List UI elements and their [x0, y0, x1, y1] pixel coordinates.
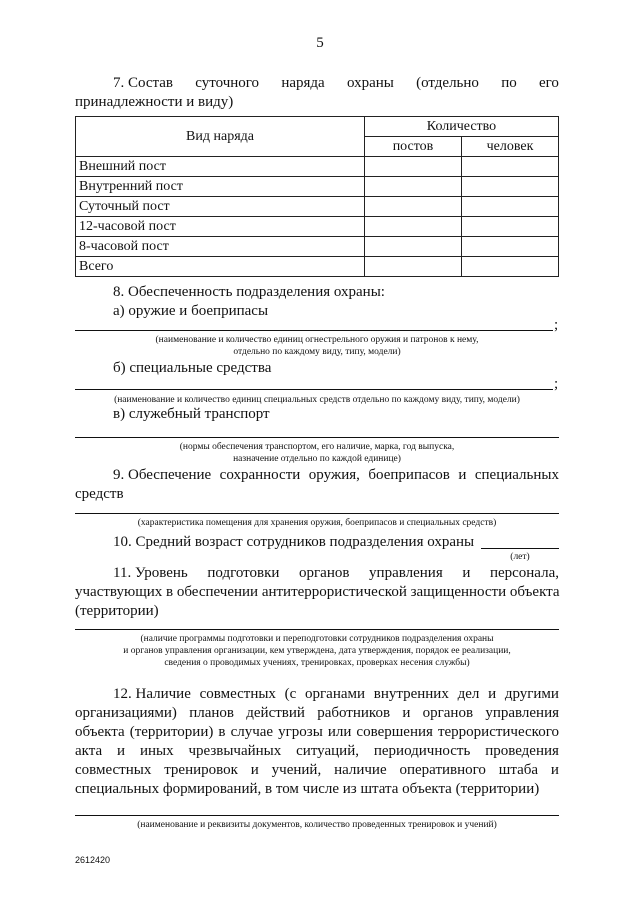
posts-cell[interactable]	[365, 237, 462, 257]
section-10-text: 10. Средний возраст сотрудников подразделения охраны	[113, 534, 475, 550]
caption-transport-2: назначение отдельно по каждой единице)	[233, 454, 401, 464]
caption-training-3: сведения о проводимых учениях, тренировках, проверках несения службы)	[164, 658, 470, 668]
word: совместных	[199, 686, 276, 702]
section-12-line-2	[75, 704, 559, 723]
row-label: Суточный пост	[76, 197, 365, 217]
word: и	[402, 705, 411, 721]
section-7-heading	[113, 74, 559, 93]
word: и	[488, 686, 497, 702]
section-11-line-3: (территории)	[75, 603, 159, 619]
word: 9. Обеспечение	[113, 467, 212, 483]
word: штаба	[498, 762, 539, 778]
word: в	[218, 724, 226, 740]
word: планов	[189, 705, 234, 721]
caption-years: (лет)	[510, 552, 530, 562]
posts-cell[interactable]	[365, 157, 462, 177]
word: и	[550, 762, 559, 778]
word: и	[462, 565, 471, 581]
caption-joint-plans: (наименование и реквизиты документов, количество проведенных тренировок и учений)	[137, 820, 497, 830]
table-row	[76, 157, 559, 177]
word: подготовки	[207, 565, 280, 581]
page-number: 5	[316, 35, 324, 51]
word: и	[117, 743, 126, 759]
fill-line-weapons[interactable]	[75, 330, 553, 331]
people-cell[interactable]	[462, 237, 559, 257]
table-row	[76, 217, 559, 237]
word: оружия,	[308, 467, 360, 483]
col-header-people: человек	[462, 137, 559, 157]
word: наличие	[334, 762, 387, 778]
section-12-line-5	[75, 761, 559, 780]
word: совершения	[356, 724, 433, 740]
section-11-heading	[113, 564, 559, 583]
fill-line-special-means[interactable]	[75, 389, 553, 390]
section-12-line-3	[75, 723, 559, 742]
document-code: 2612420	[75, 855, 111, 865]
fill-line-storage[interactable]	[75, 513, 559, 514]
word: сохранности	[219, 467, 301, 483]
word: террористического	[437, 724, 559, 740]
section-12-line-1	[113, 685, 559, 704]
word: по	[501, 75, 517, 91]
word: персонала,	[489, 565, 559, 581]
posts-cell[interactable]	[365, 217, 462, 237]
word: ситуаций,	[296, 743, 359, 759]
caption-weapons-1: (наименование и количество единиц огнестрельного оружия и патронов к нему,	[155, 335, 479, 345]
crew-table	[75, 116, 559, 277]
word: боеприпасов	[368, 467, 450, 483]
fill-line-joint-plans[interactable]	[75, 815, 559, 816]
table-row	[76, 237, 559, 257]
row-label: Всего	[76, 257, 365, 277]
item-b-label: б) специальные средства	[113, 360, 272, 376]
table-row	[76, 177, 559, 197]
word: его	[539, 75, 559, 91]
word: работников	[317, 705, 391, 721]
col-header-posts: постов	[365, 137, 462, 157]
caption-storage: (характеристика помещения для хранения оружия, боеприпасов и специальных средств)	[137, 518, 497, 528]
word: и	[458, 467, 467, 483]
word: охраны	[346, 75, 394, 91]
row-label: Внутренний пост	[76, 177, 365, 197]
word: 11. Уровень	[113, 565, 188, 581]
people-cell[interactable]	[462, 197, 559, 217]
word: объекта	[75, 724, 125, 740]
word: чрезвычайных	[188, 743, 282, 759]
people-cell[interactable]	[462, 217, 559, 237]
word: (отдельно	[416, 75, 479, 91]
word: (с	[284, 686, 297, 702]
word: внутренних	[373, 686, 449, 702]
section-12-line-6: специальных формирований, в том числе из штата объекта (территории)	[75, 781, 540, 797]
word: суточного	[195, 75, 260, 91]
semicolon: ;	[554, 317, 559, 333]
people-cell[interactable]	[462, 177, 559, 197]
fill-line-transport[interactable]	[75, 437, 559, 438]
caption-weapons-2: отдельно по каждому виду, типу, модели)	[233, 347, 401, 357]
people-cell[interactable]	[462, 257, 559, 277]
word: иных	[139, 743, 174, 759]
word: действий	[246, 705, 305, 721]
word: управления	[369, 565, 443, 581]
word: периодичность	[373, 743, 471, 759]
section-8-heading: 8. Обеспеченность подразделения охраны:	[113, 284, 385, 300]
word: дел	[457, 686, 480, 702]
word: 7. Состав	[113, 75, 174, 91]
word: угрозы	[278, 724, 323, 740]
word: органов	[422, 705, 474, 721]
row-label: 12-часовой пост	[76, 217, 365, 237]
section-12-line-4	[75, 742, 559, 761]
word: акта	[75, 743, 103, 759]
word: учений,	[271, 762, 322, 778]
section-9-heading-cont: средств	[75, 486, 124, 502]
section-9-heading	[113, 466, 559, 485]
table-row	[76, 197, 559, 217]
col-header-quantity: Количество	[365, 117, 559, 137]
posts-cell[interactable]	[365, 257, 462, 277]
word: органами	[305, 686, 366, 702]
posts-cell[interactable]	[365, 197, 462, 217]
people-cell[interactable]	[462, 157, 559, 177]
row-label: 8-часовой пост	[76, 237, 365, 257]
fill-line-training[interactable]	[75, 629, 559, 630]
caption-transport-1: (нормы обеспечения транспортом, его наличие, марка, год выпуска,	[179, 442, 455, 452]
fill-line-average-age[interactable]	[481, 548, 559, 549]
item-v-label: в) служебный транспорт	[113, 406, 270, 422]
caption-training-1: (наличие программы подготовки и переподготовки сотрудников подразделения охраны	[140, 634, 494, 644]
word: и	[250, 762, 259, 778]
word: управления	[485, 705, 559, 721]
word: органов	[299, 565, 350, 581]
item-a-label: а) оружие и боеприпасы	[113, 303, 269, 319]
section-11-line-2: участвующих в обеспечении антитеррористической защищенности объекта	[75, 584, 560, 600]
posts-cell[interactable]	[365, 177, 462, 197]
word: тренировок	[164, 762, 238, 778]
word: (территории)	[129, 724, 214, 740]
col-header-type: Вид наряда	[76, 117, 365, 157]
word: совместных	[75, 762, 152, 778]
caption-training-2: и органов управления организации, кем утверждена, дата утверждения, порядок ее реализации,	[123, 646, 511, 656]
semicolon: ;	[554, 376, 559, 392]
word: специальных	[474, 467, 559, 483]
caption-special-means: (наименование и количество единиц специальных средств отдельно по каждому виду, типу, модели)	[114, 395, 520, 405]
table-row	[76, 257, 559, 277]
word: другими	[504, 686, 559, 702]
word: 12. Наличие	[113, 686, 191, 702]
word: организациями)	[75, 705, 177, 721]
word: проведения	[485, 743, 559, 759]
word: или	[327, 724, 352, 740]
row-label: Внешний пост	[76, 157, 365, 177]
word: наряда	[281, 75, 325, 91]
word: случае	[230, 724, 274, 740]
section-7-heading-cont: принадлежности и виду)	[75, 94, 234, 110]
word: оперативного	[399, 762, 486, 778]
